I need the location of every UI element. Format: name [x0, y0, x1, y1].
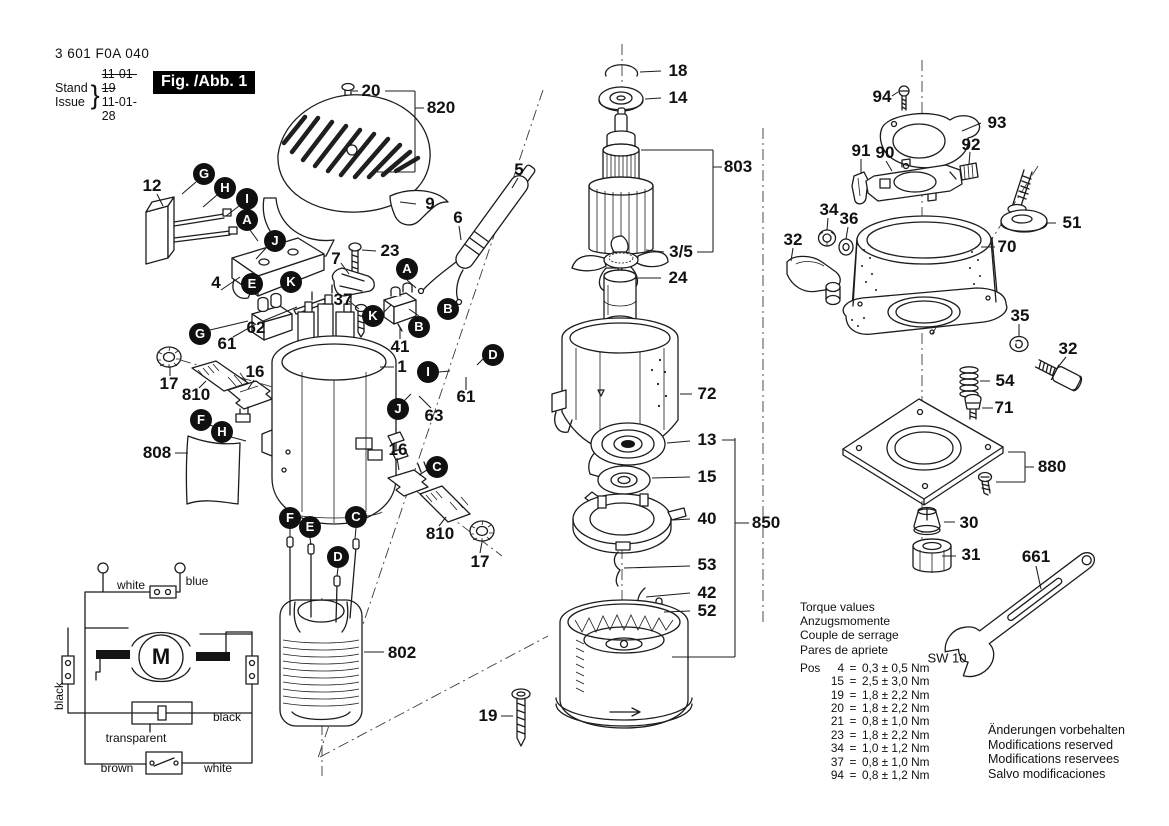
letter-callout-e: E [241, 273, 263, 295]
letter-callout-f: F [190, 409, 212, 431]
torque-row-21: 21 = 0,8 ± 1,0 Nm [830, 714, 930, 729]
part-label-15: 15 [697, 467, 717, 486]
part-label-7: 7 [331, 249, 341, 268]
figure-label: Fig. /Abb. 1 [153, 71, 255, 94]
torque-titles [800, 600, 929, 657]
part-label-32: 32 [783, 230, 803, 249]
letter-callout-g: G [193, 163, 215, 185]
part-label-93: 93 [987, 113, 1007, 132]
part-number: 3 601 F0A 040 [55, 46, 150, 61]
letter-callout-k: K [362, 305, 384, 327]
part-label-9: 9 [425, 194, 435, 213]
part-label-802: 802 [387, 643, 417, 662]
part-label-51: 51 [1062, 213, 1082, 232]
note-line: Modifications reserved [988, 737, 1114, 752]
part-label-12: 12 [142, 176, 162, 195]
part-label-17: 17 [159, 374, 179, 393]
torque-title-line: Torque values [800, 600, 875, 614]
wire-label-transparent: transparent [105, 731, 167, 745]
part-label-4: 4 [211, 273, 221, 292]
part-label-18: 18 [668, 61, 688, 80]
part-label-810: 810 [181, 385, 211, 404]
brace-glyph: } [90, 80, 100, 110]
part-label-850: 850 [751, 513, 781, 532]
part-label-3-5: 3/5 [669, 242, 693, 261]
letter-callout-a: A [396, 258, 418, 280]
letter-callout-d: D [327, 546, 349, 568]
wire-label-blue: blue [185, 574, 209, 588]
torque-row-34: 34 = 1,0 ± 1,2 Nm [830, 741, 930, 756]
note-line: Änderungen vorbehalten [988, 723, 1125, 737]
motor-label: M [151, 644, 171, 669]
part-label-13: 13 [697, 430, 717, 449]
stand-date: 11-01-19 [101, 67, 137, 95]
part-label-70: 70 [997, 237, 1017, 256]
part-label-17: 17 [470, 552, 490, 571]
part-label-91: 91 [851, 141, 871, 160]
letter-callout-i: I [236, 188, 258, 210]
part-label-34: 34 [819, 200, 839, 219]
issue-date: 11-01-28 [101, 95, 137, 123]
torque-title-line: Couple de serrage [800, 628, 899, 643]
torque-row-15: 15 = 2,5 ± 3,0 Nm [830, 674, 930, 689]
part-label-92: 92 [961, 135, 981, 154]
letter-callout-j: J [264, 230, 286, 252]
letter-callout-k: K [280, 271, 302, 293]
note-line: Modifications reservees [988, 752, 1120, 767]
letter-callout-h: H [211, 421, 233, 443]
part-label-810: 810 [425, 524, 455, 543]
wire-label-black: black [212, 710, 242, 724]
part-label-820: 820 [426, 98, 456, 117]
part-label-40: 40 [697, 509, 717, 528]
part-label-31: 31 [961, 545, 981, 564]
letter-callout-c: C [345, 506, 367, 528]
part-label-41: 41 [390, 337, 410, 356]
torque-rows [800, 662, 929, 783]
torque-row-20: 20 = 1,8 ± 2,2 Nm [830, 701, 930, 716]
letter-callout-f: F [279, 507, 301, 529]
torque-row-37: 37 = 0,8 ± 1,0 Nm [830, 754, 930, 769]
part-label-6: 6 [453, 208, 463, 227]
part-label-61: 61 [217, 334, 237, 353]
note-line: Salvo modificaciones [988, 767, 1106, 782]
part-label-24: 24 [668, 268, 688, 287]
title-block [55, 46, 248, 123]
wire-label-brown: brown [100, 761, 134, 775]
issue-label: Issue [55, 95, 85, 109]
part-label-61: 61 [456, 387, 476, 406]
letter-callout-g: G [189, 323, 211, 345]
part-label-35: 35 [1010, 306, 1030, 325]
part-label-30: 30 [959, 513, 979, 532]
part-label-20: 20 [361, 81, 381, 100]
part-label-16: 16 [388, 440, 408, 459]
letter-callout-b: B [437, 298, 459, 320]
part-label-14: 14 [668, 88, 688, 107]
part-label-42: 42 [697, 583, 717, 602]
part-label-72: 72 [697, 384, 717, 403]
part-label-37: 37 [333, 290, 353, 309]
part-label-63: 63 [424, 406, 444, 425]
stand-issue-block [55, 67, 149, 123]
letter-callout-j: J [387, 398, 409, 420]
torque-row-19: 19 = 1,8 ± 2,2 Nm [830, 687, 930, 702]
torque-table [800, 600, 929, 782]
part-label-23: 23 [380, 241, 400, 260]
torque-row-23: 23 = 1,8 ± 2,2 Nm [830, 727, 930, 742]
label-sw-10: SW 10 [927, 650, 967, 666]
part-label-803: 803 [723, 157, 753, 176]
wire-label-white: white [116, 578, 146, 592]
part-label-1: 1 [397, 357, 407, 376]
part-label-32: 32 [1058, 339, 1078, 358]
part-label-19: 19 [478, 706, 498, 725]
modification-notes [988, 723, 1125, 782]
letter-callout-c: C [426, 456, 448, 478]
part-label-94: 94 [872, 87, 892, 106]
part-label-16: 16 [245, 362, 265, 381]
wire-label-white: white [203, 761, 233, 775]
torque-title-line: Anzugsmomente [800, 614, 891, 629]
part-label-52: 52 [697, 601, 717, 620]
part-label-5: 5 [514, 160, 524, 179]
part-label-62: 62 [246, 318, 266, 337]
letter-callout-a: A [236, 209, 258, 231]
part-label-36: 36 [839, 209, 859, 228]
part-label-661: 661 [1021, 547, 1051, 566]
stand-label: Stand [55, 81, 88, 95]
torque-title-line: Pares de apriete [800, 642, 889, 657]
letter-callout-b: B [408, 316, 430, 338]
letter-callout-d: D [482, 344, 504, 366]
part-label-808: 808 [142, 443, 172, 462]
letter-callout-h: H [214, 177, 236, 199]
torque-row-4: Pos 4 = 0,3 ± 0,5 Nm [800, 660, 930, 675]
wire-label-black: black [52, 681, 66, 711]
part-label-54: 54 [995, 371, 1015, 390]
torque-row-94: 94 = 0,8 ± 1,2 Nm [830, 768, 930, 783]
part-label-71: 71 [994, 398, 1014, 417]
part-label-53: 53 [697, 555, 717, 574]
letter-callout-i: I [417, 361, 439, 383]
part-label-880: 880 [1037, 457, 1067, 476]
part-label-90: 90 [875, 143, 895, 162]
letter-callout-e: E [299, 516, 321, 538]
